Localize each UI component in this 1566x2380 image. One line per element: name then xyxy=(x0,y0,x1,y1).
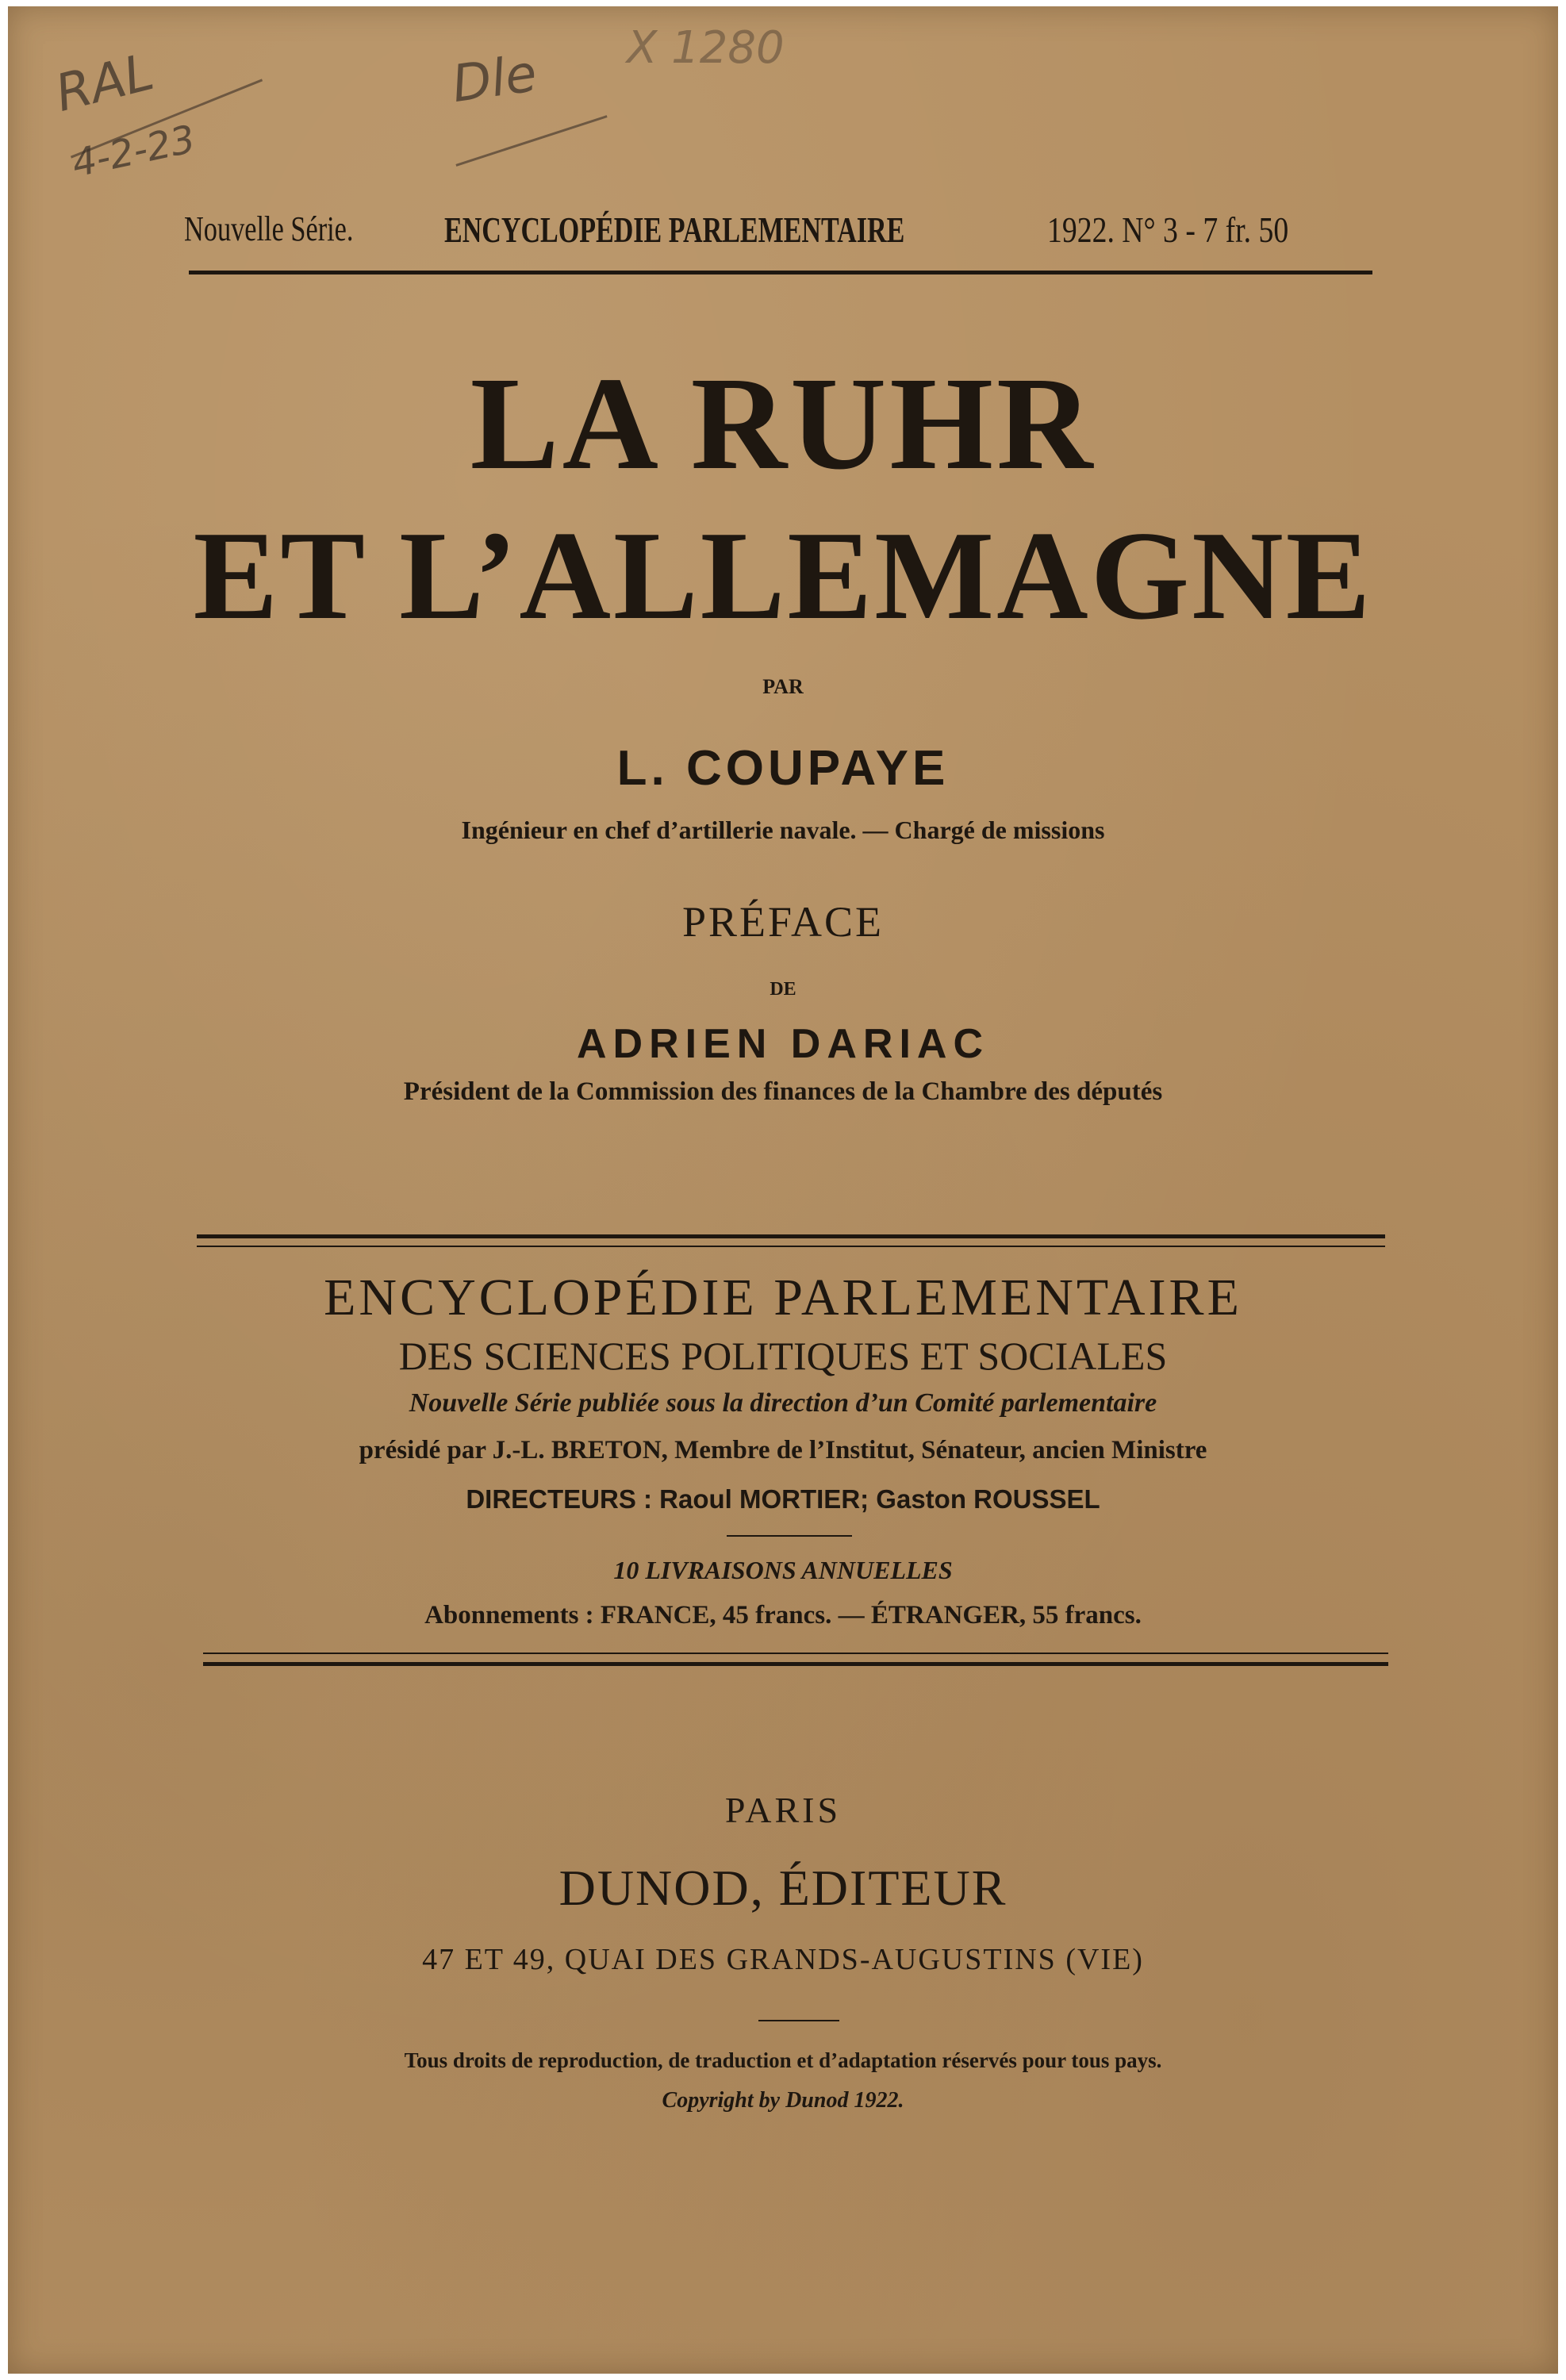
box-bottom-rule-thick xyxy=(203,1662,1388,1666)
encyclopedia-deliveries: 10 LIVRAISONS ANNUELLES xyxy=(613,1556,953,1584)
publisher-rights: Tous droits de reproduction, de traduction et d’adaptation réservés pour tous pays. xyxy=(404,2048,1162,2072)
publisher-short-rule xyxy=(758,2020,839,2021)
handwritten-note-date: 4-2-23 xyxy=(67,117,199,186)
encyclopedia-series-note: Nouvelle Série publiée sous la direction d’un Comité parlementaire xyxy=(409,1388,1157,1418)
box-top-rule-thick xyxy=(197,1234,1385,1238)
book-cover xyxy=(8,6,1558,2374)
box-short-rule xyxy=(727,1535,852,1537)
encyclopedia-presided: présidé par J.-L. BRETON, Membre de l’Institut, Sénateur, ancien Ministre xyxy=(359,1436,1207,1464)
header-series: Nouvelle Série. xyxy=(184,209,354,248)
encyclopedia-directors: DIRECTEURS : Raoul MORTIER; Gaston ROUSSEL xyxy=(466,1484,1100,1514)
preface-label: PRÉFACE xyxy=(681,898,885,946)
encyclopedia-subtitle: DES SCIENCES POLITIQUES ET SOCIALES xyxy=(398,1334,1168,1378)
author-name: L. COUPAYE xyxy=(616,741,950,796)
publisher-copyright: Copyright by Dunod 1922. xyxy=(662,2088,904,2113)
box-bottom-rule-thin xyxy=(203,1653,1388,1654)
header-issue: 1922. N° 3 - 7 fr. 50 xyxy=(1047,209,1289,250)
preface-de: DE xyxy=(770,979,796,1000)
publisher-name: DUNOD, ÉDITEUR xyxy=(558,1860,1008,1916)
author-role: Ingénieur en chef d’artillerie navale. — Chargé de missions xyxy=(461,816,1105,844)
handwritten-note-ral: RAL xyxy=(49,43,160,124)
publisher-city: PARIS xyxy=(724,1790,842,1830)
handwritten-note-dle: Dle xyxy=(448,44,541,115)
preface-name: ADRIEN DARIAC xyxy=(577,1021,989,1067)
header-collection: ENCYCLOPÉDIE PARLEMENTAIRE xyxy=(444,209,905,250)
header-rule xyxy=(189,271,1372,274)
publisher-address: 47 ET 49, QUAI DES GRANDS-AUGUSTINS (VIE) xyxy=(422,1943,1144,1976)
handwritten-note-number: X 1280 xyxy=(627,22,785,74)
title-line-1: LA RUHR xyxy=(470,350,1096,497)
box-top-rule-thin xyxy=(197,1246,1385,1247)
author-par: PAR xyxy=(762,675,804,698)
handwritten-stroke xyxy=(455,115,607,167)
encyclopedia-subscriptions: Abonnements : FRANCE, 45 francs. — ÉTRANGER, 55 francs. xyxy=(424,1601,1142,1630)
encyclopedia-title: ENCYCLOPÉDIE PARLEMENTAIRE xyxy=(324,1269,1242,1326)
title-line-2: ET L’ALLEMAGNE xyxy=(193,505,1373,646)
preface-role: Président de la Commission des finances de la Chambre des députés xyxy=(403,1077,1163,1106)
